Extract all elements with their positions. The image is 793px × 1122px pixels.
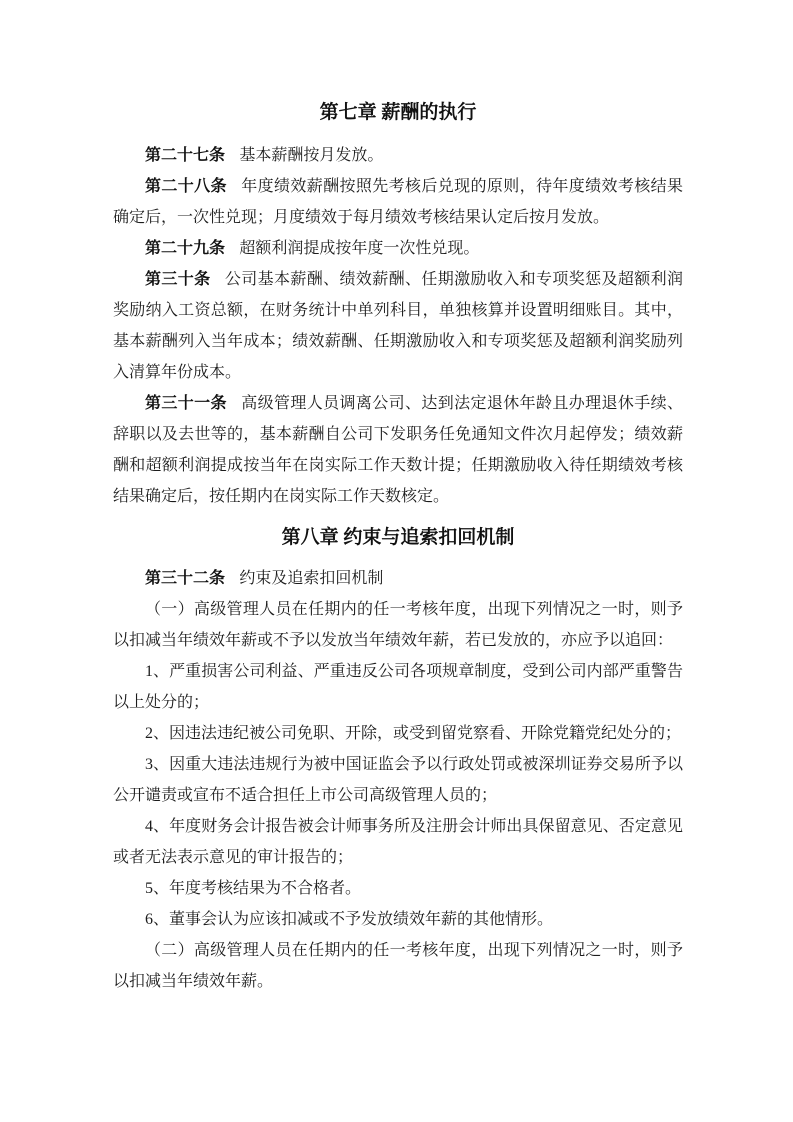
clause-2-paragraph: （二）高级管理人员在任期内的任一考核年度，出现下列情况之一时，则予以扣减当年绩效年薪。 (113, 942, 683, 990)
article-29-paragraph (113, 233, 683, 264)
article-32-number: 第三十二条 (145, 570, 226, 587)
article-30-number: 第三十条 (145, 271, 211, 288)
chapter-7-heading: 第七章 薪酬的执行 (319, 102, 477, 123)
clause-1-paragraph: （一）高级管理人员在任期内的任一考核年度，出现下列情况之一时，则予以扣减当年绩效年薪或不予以发放当年绩效年薪，若已发放的，亦应予以追回： (113, 601, 683, 649)
clause-item-5-paragraph: 5、年度考核结果为不合格者。 (145, 880, 362, 897)
article-30-text: 公司基本薪酬、绩效薪酬、任期激励收入和专项奖惩及超额利润奖励纳入工资总额，在财务统计中单列科目，单独核算并设置明细账目。其中，基本薪酬列入当年成本；绩效薪酬、任期激励收入和专项奖惩及超额利润奖励列入清算年份成本。 (113, 271, 683, 381)
article-27-paragraph (113, 140, 683, 171)
article-28-number: 第二十八条 (145, 178, 227, 195)
clause-item-1-paragraph: 1、严重损害公司利益、严重违反公司各项规章制度，受到公司内部严重警告以上处分的； (113, 663, 683, 711)
article-27-number: 第二十七条 (145, 147, 226, 164)
article-28-paragraph (113, 171, 683, 233)
article-29-number: 第二十九条 (145, 240, 226, 257)
article-32-paragraph (113, 563, 683, 594)
article-31-number: 第三十一条 (145, 395, 227, 412)
article-30-paragraph (113, 264, 683, 388)
clause-item-4-paragraph: 4、年度财务会计报告被会计师事务所及注册会计师出具保留意见、否定意见或者无法表示意见的审计报告的； (113, 818, 683, 866)
clause-item-6-paragraph: 6、董事会认为应该扣减或不予发放绩效年薪的其他情形。 (145, 911, 554, 928)
article-28-text: 年度绩效薪酬按照先考核后兑现的原则，待年度绩效考核结果确定后，一次性兑现；月度绩效于每月绩效考核结果认定后按月发放。 (113, 178, 683, 226)
article-27-text: 基本薪酬按月发放。 (239, 147, 384, 164)
clause-item-2-paragraph: 2、因违法违纪被公司免职、开除，或受到留党察看、开除党籍党纪处分的； (145, 725, 682, 742)
article-31-paragraph (113, 388, 683, 512)
clause-item-3-paragraph: 3、因重大违法违规行为被中国证监会予以行政处罚或被深圳证券交易所予以公开谴责或宣布不适合担任上市公司高级管理人员的； (113, 756, 683, 804)
article-32-text: 约束及追索扣回机制 (239, 570, 384, 587)
chapter-8-heading: 第八章 约束与追索扣回机制 (281, 527, 515, 548)
article-29-text: 超额利润提成按年度一次性兑现。 (239, 240, 480, 257)
article-31-text: 高级管理人员调离公司、达到法定退休年龄且办理退休手续、辞职以及去世等的，基本薪酬自公司下发职务任免通知文件次月起停发；绩效薪酬和超额利润提成按当年在岗实际工作天数计提；任期激励收入待任期绩效考核结果确定后，按任期内在岗实际工作天数核定。 (113, 395, 683, 505)
